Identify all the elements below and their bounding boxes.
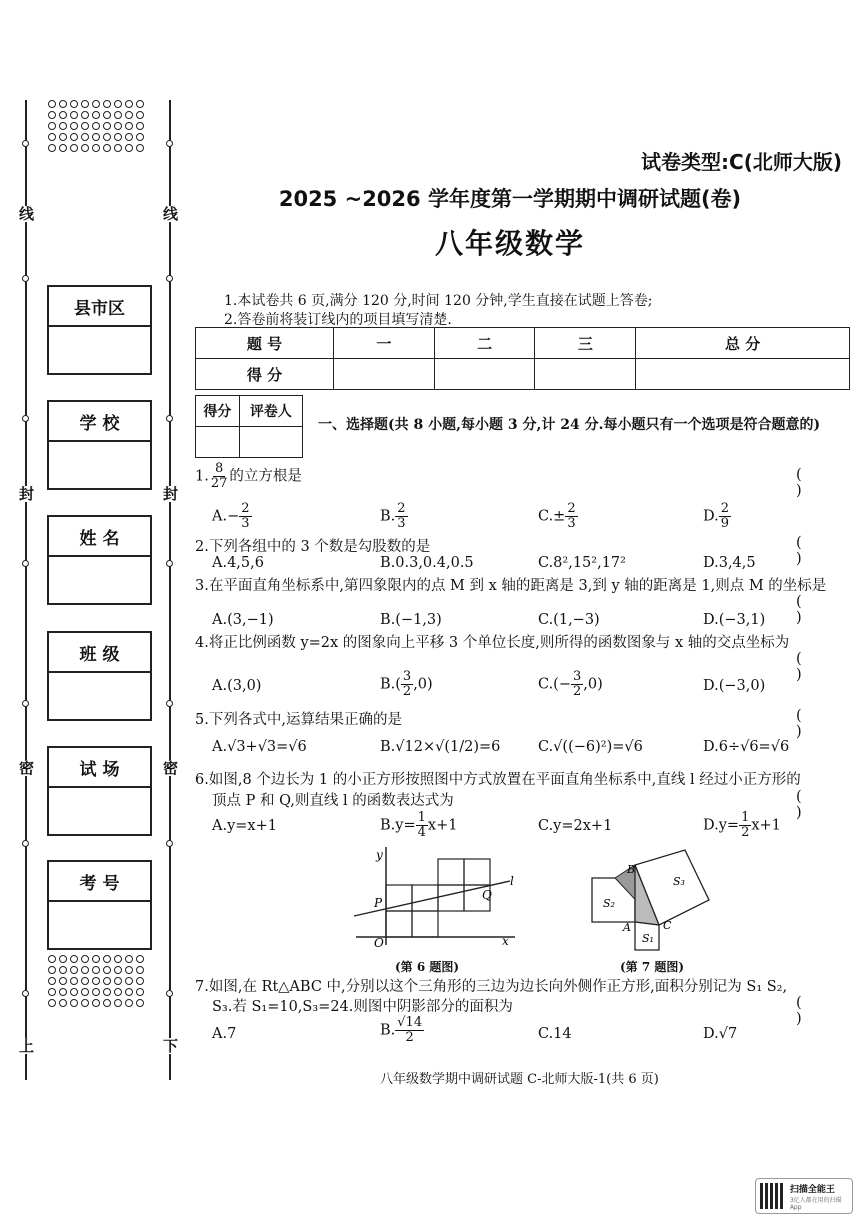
binding-dot <box>70 988 78 996</box>
option-c[interactable]: C.y=2x+1 <box>538 818 613 834</box>
figure-7 <box>585 845 720 955</box>
binding-dot <box>136 111 144 119</box>
score-cell[interactable] <box>535 359 636 390</box>
info-name-field[interactable] <box>49 557 150 603</box>
question-1 <box>195 462 302 491</box>
option-d[interactable]: D.3,4,5 <box>703 555 756 571</box>
score-cell[interactable] <box>434 359 535 390</box>
binding-dot <box>92 100 100 108</box>
binding-dot <box>125 100 133 108</box>
binding-dot <box>48 111 56 119</box>
fig6-o-label: O <box>374 936 384 950</box>
binding-dot <box>81 122 89 130</box>
binding-dot <box>59 100 67 108</box>
answer-paren[interactable]: ( ) <box>796 594 824 626</box>
binding-dot <box>114 999 122 1007</box>
exam-type: 试卷类型:C(北师大版) <box>641 150 842 174</box>
binding-dot <box>48 122 56 130</box>
fig7-c-label: C <box>663 919 672 932</box>
question-5: 5.下列各式中,运算结果正确的是 <box>195 712 402 728</box>
binding-dot <box>125 122 133 130</box>
binding-circle <box>22 700 29 707</box>
binding-dot <box>125 111 133 119</box>
answer-paren[interactable]: ( ) <box>796 467 824 499</box>
info-examno-field[interactable] <box>49 902 150 948</box>
binding-circle <box>22 275 29 282</box>
option-b[interactable]: B.y= $\frac{1}{4}$ x+1 <box>380 810 458 840</box>
scanner-watermark <box>755 1178 853 1214</box>
exam-subject: 八年级数学 <box>434 227 585 260</box>
answer-paren[interactable]: ( ) <box>796 708 824 740</box>
binding-dot <box>92 977 100 985</box>
binding-dot <box>125 144 133 152</box>
binding-dot <box>70 144 78 152</box>
section-heading: 一、选择题(共 8 小题,每小题 3 分,计 24 分.每小题只有一个选项是符合题意的) <box>318 417 821 433</box>
fig7-s1-label: S₁ <box>642 932 654 945</box>
info-name-box[interactable] <box>47 515 152 605</box>
binding-dot <box>136 122 144 130</box>
binding-dot <box>48 133 56 141</box>
side-char-seal-right: 封 <box>163 485 179 503</box>
grader-cell[interactable] <box>196 427 240 458</box>
info-class-box[interactable] <box>47 631 152 721</box>
fig6-l-label: l <box>510 874 514 888</box>
binding-dot <box>81 955 89 963</box>
option-d[interactable]: D. $\frac{2}{9}$ <box>703 501 729 531</box>
option-a[interactable]: A.− $\frac{2}{3}$ <box>212 501 250 531</box>
binding-circle <box>166 840 173 847</box>
option-c[interactable]: C.√((−6)²)=√6 <box>538 739 643 755</box>
score-head-part3: 三 <box>535 328 636 359</box>
binding-dots-bottom <box>48 955 148 1010</box>
binding-dot <box>114 111 122 119</box>
option-b[interactable]: B.√12×√(1/2)=6 <box>380 739 501 755</box>
binding-dot <box>103 144 111 152</box>
binding-dot <box>114 133 122 141</box>
option-a[interactable]: A.y=x+1 <box>212 818 277 834</box>
option-b[interactable]: B.( $\frac{3}{2}$ ,0) <box>380 669 433 699</box>
info-school-box[interactable] <box>47 400 152 490</box>
info-room-label: 试 场 <box>49 748 150 788</box>
binding-circle <box>166 140 173 147</box>
answer-paren[interactable]: ( ) <box>796 651 824 683</box>
score-table <box>195 327 850 390</box>
binding-dot <box>59 111 67 119</box>
binding-dot <box>136 966 144 974</box>
side-char-seal-left: 封 <box>19 485 35 503</box>
binding-dot <box>92 144 100 152</box>
fig6-q-label: Q <box>482 888 492 902</box>
binding-dot <box>70 999 78 1007</box>
binding-dot <box>114 122 122 130</box>
q-number: 1. <box>195 468 209 485</box>
side-char-down-right: 下 <box>163 1037 179 1055</box>
option-a[interactable]: A.4,5,6 <box>212 555 264 571</box>
option-d[interactable]: D.(−3,1) <box>703 612 766 628</box>
binding-dot <box>48 966 56 974</box>
side-char-secret-left: 密 <box>19 759 35 777</box>
binding-circle <box>166 275 173 282</box>
option-a[interactable]: A.(3,−1) <box>212 612 274 628</box>
binding-circle <box>166 700 173 707</box>
info-class-label: 班 级 <box>49 633 150 673</box>
fig7-s3-label: S₃ <box>673 875 685 888</box>
score-head-part2: 二 <box>434 328 535 359</box>
binding-circle <box>22 560 29 567</box>
fig7-b-label: B <box>627 863 636 876</box>
option-b[interactable]: B. $\frac{√14}{2}$ <box>380 1015 423 1045</box>
option-c[interactable]: C.8²,15²,17² <box>538 555 626 571</box>
scanner-subtitle: 3亿人都在用的扫描App <box>789 1196 842 1211</box>
binding-line-right <box>169 100 171 1080</box>
exam-title: 2025 ~2026 学年度第一学期期中调研试题(卷) <box>278 187 742 211</box>
option-b[interactable]: B.0.3,0.4,0.5 <box>380 555 474 571</box>
binding-dot <box>48 955 56 963</box>
binding-dot <box>103 999 111 1007</box>
fig7-s2-label: S₂ <box>603 897 615 910</box>
scanner-title: 扫描全能王 <box>789 1184 835 1195</box>
binding-dot <box>136 955 144 963</box>
score-head-label: 题 号 <box>196 328 334 359</box>
grader-table <box>195 395 303 458</box>
binding-dot <box>70 955 78 963</box>
q-text: 的立方根是 <box>229 468 302 485</box>
fig6-p-label: P <box>374 896 383 910</box>
binding-dot <box>59 133 67 141</box>
question-6: 6.如图,8 个边长为 1 的小正方形按照图中方式放置在平面直角坐标系中,直线 l 经过小正方形的 <box>195 772 801 788</box>
binding-dot <box>81 111 89 119</box>
fig6-y-label: y <box>376 848 383 862</box>
binding-dot <box>103 955 111 963</box>
answer-paren[interactable]: ( ) <box>796 789 824 821</box>
binding-dot <box>92 955 100 963</box>
info-examno-label: 考 号 <box>49 862 150 902</box>
binding-dots-top <box>48 100 148 155</box>
info-examno-box[interactable] <box>47 860 152 950</box>
answer-paren[interactable]: ( ) <box>796 535 824 567</box>
fig7-caption: (第 7 题图) <box>620 960 685 974</box>
question-3: 3.在平面直角坐标系中,第四象限内的点 M 到 x 轴的距离是 3,到 y 轴的距离是 1,则点 M 的坐标是 <box>195 578 827 594</box>
info-county-label: 县市区 <box>49 287 150 327</box>
binding-dot <box>92 988 100 996</box>
binding-dot <box>59 955 67 963</box>
option-a[interactable]: A.√3+√3=√6 <box>212 739 307 755</box>
score-head-part1: 一 <box>334 328 435 359</box>
answer-paren[interactable]: ( ) <box>796 995 824 1027</box>
grader-score-label: 得分 <box>196 396 240 427</box>
info-name-label: 姓 名 <box>49 517 150 557</box>
grader-cell[interactable] <box>239 427 302 458</box>
info-room-field[interactable] <box>49 788 150 834</box>
binding-dot <box>81 100 89 108</box>
info-school-field[interactable] <box>49 442 150 488</box>
info-class-field[interactable] <box>49 673 150 719</box>
binding-dot <box>81 966 89 974</box>
binding-dot <box>125 133 133 141</box>
binding-dot <box>92 111 100 119</box>
option-c[interactable]: C.(− $\frac{3}{2}$ ,0) <box>538 669 603 699</box>
question-6-line2: 顶点 P 和 Q,则直线 l 的函数表达式为 <box>212 793 454 809</box>
side-char-line-right: 线 <box>163 205 179 223</box>
binding-dot <box>81 144 89 152</box>
binding-circle <box>22 140 29 147</box>
binding-dot <box>103 111 111 119</box>
binding-line-left <box>25 100 27 1080</box>
binding-dot <box>59 977 67 985</box>
binding-dot <box>125 966 133 974</box>
binding-dot <box>136 988 144 996</box>
binding-dot <box>103 133 111 141</box>
grader-name-label: 评卷人 <box>239 396 302 427</box>
binding-dot <box>48 988 56 996</box>
binding-dot <box>92 999 100 1007</box>
binding-dot <box>92 122 100 130</box>
binding-dot <box>103 988 111 996</box>
binding-dot <box>136 133 144 141</box>
binding-dot <box>59 966 67 974</box>
binding-dot <box>70 133 78 141</box>
question-7: 7.如图,在 Rt△ABC 中,分别以这个三角形的三边为边长向外侧作正方形,面积分别记为 S₁ S₂, <box>195 979 788 995</box>
fig6-caption: (第 6 题图) <box>395 960 460 974</box>
side-char-secret-right: 密 <box>163 759 179 777</box>
binding-dot <box>103 122 111 130</box>
side-char-up-left: 上 <box>19 1037 35 1055</box>
option-a[interactable]: A.7 <box>212 1026 237 1042</box>
fig6-x-label: x <box>502 934 509 948</box>
binding-dot <box>136 999 144 1007</box>
binding-dot <box>81 999 89 1007</box>
info-school-label: 学 校 <box>49 402 150 442</box>
binding-dot <box>59 988 67 996</box>
binding-dot <box>125 955 133 963</box>
option-a[interactable]: A.(3,0) <box>212 678 262 694</box>
option-c[interactable]: C.(1,−3) <box>538 612 600 628</box>
side-char-line-left: 线 <box>19 205 35 223</box>
score-cell[interactable] <box>636 359 850 390</box>
binding-dot <box>103 966 111 974</box>
binding-dot <box>70 977 78 985</box>
note-1: 1.本试卷共 6 页,满分 120 分,时间 120 分钟,学生直接在试题上答卷; <box>224 293 653 309</box>
binding-dot <box>70 111 78 119</box>
fraction: $\frac{8}{27}$ <box>210 461 228 491</box>
binding-dot <box>103 977 111 985</box>
binding-circle <box>166 560 173 567</box>
binding-dot <box>70 100 78 108</box>
binding-dot <box>81 988 89 996</box>
binding-dot <box>125 977 133 985</box>
info-county-box[interactable] <box>47 285 152 375</box>
score-cell[interactable] <box>334 359 435 390</box>
binding-circle <box>166 990 173 997</box>
binding-dot <box>59 999 67 1007</box>
fig7-a-label: A <box>623 921 631 934</box>
question-7-line2: S₃.若 S₁=10,S₃=24.则图中阴影部分的面积为 <box>212 999 513 1015</box>
option-d[interactable]: D.(−3,0) <box>703 678 766 694</box>
score-row-label: 得 分 <box>196 359 334 390</box>
option-c[interactable]: C.± $\frac{2}{3}$ <box>538 501 576 531</box>
binding-dot <box>114 977 122 985</box>
info-county-field[interactable] <box>49 327 150 373</box>
binding-dot <box>59 122 67 130</box>
binding-circle <box>166 415 173 422</box>
binding-circle <box>22 415 29 422</box>
binding-dot <box>70 122 78 130</box>
page-footer: 八年级数学期中调研试题 C-北师大版-1(共 6 页) <box>380 1072 659 1087</box>
qr-code-icon <box>760 1183 784 1209</box>
binding-circle <box>22 840 29 847</box>
figure-6 <box>350 845 520 950</box>
binding-dot <box>114 966 122 974</box>
binding-dot <box>81 977 89 985</box>
question-4: 4.将正比例函数 y=2x 的图象向上平移 3 个单位长度,则所得的函数图象与 x 轴的交点坐标为 <box>195 635 790 651</box>
binding-dot <box>136 977 144 985</box>
binding-dot <box>103 100 111 108</box>
binding-dot <box>125 999 133 1007</box>
option-d[interactable]: D.y= $\frac{1}{2}$ x+1 <box>703 810 781 840</box>
binding-dot <box>81 133 89 141</box>
option-b[interactable]: B. $\frac{2}{3}$ <box>380 501 406 531</box>
note-2: 2.答卷前将装订线内的项目填写清楚. <box>224 312 452 328</box>
option-c[interactable]: C.14 <box>538 1026 572 1042</box>
binding-dot <box>114 955 122 963</box>
binding-dot <box>114 144 122 152</box>
info-room-box[interactable] <box>47 746 152 836</box>
binding-dot <box>136 100 144 108</box>
option-d[interactable]: D.√7 <box>703 1026 738 1042</box>
binding-dot <box>48 144 56 152</box>
binding-dot <box>48 977 56 985</box>
binding-dot <box>92 133 100 141</box>
binding-circle <box>22 990 29 997</box>
binding-dot <box>59 144 67 152</box>
binding-dot <box>136 144 144 152</box>
binding-dot <box>48 999 56 1007</box>
option-d[interactable]: D.6÷√6=√6 <box>703 739 790 755</box>
binding-dot <box>114 988 122 996</box>
question-2: 2.下列各组中的 3 个数是勾股数的是 <box>195 539 431 555</box>
binding-dot <box>125 988 133 996</box>
binding-dot <box>48 100 56 108</box>
option-b[interactable]: B.(−1,3) <box>380 612 442 628</box>
binding-dot <box>70 966 78 974</box>
score-head-total: 总 分 <box>636 328 850 359</box>
binding-dot <box>114 100 122 108</box>
binding-dot <box>92 966 100 974</box>
